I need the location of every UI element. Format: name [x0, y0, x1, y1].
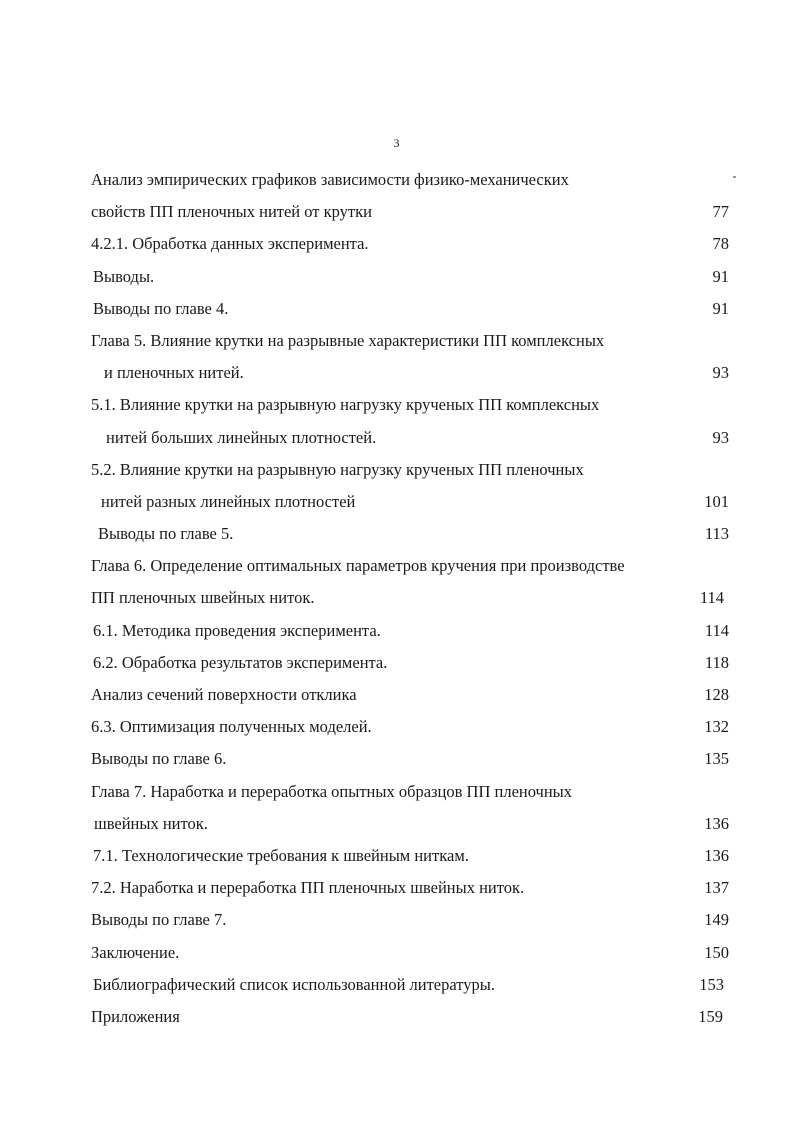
toc-entry-title: Глава 5. Влияние крутки на разрывные характеристики ПП комплексных [91, 330, 605, 350]
toc-entry-page: 91 [712, 266, 729, 286]
toc-entry-title: 6.3. Оптимизация полученных моделей. [91, 717, 372, 737]
toc-entry [0, 969, 793, 1001]
toc-entry-page: 114 [699, 588, 724, 608]
toc-entry [0, 164, 793, 196]
toc-entry-page: 78 [712, 234, 729, 254]
toc-entry [0, 357, 793, 389]
toc-entry [0, 840, 793, 872]
toc-entry [0, 743, 793, 775]
toc-entry-title: Выводы по главе 4. [93, 298, 229, 318]
toc-entry-title: свойств ПП пленочных нитей от крутки [91, 202, 372, 222]
toc-entry-title: Глава 6. Определение оптимальных параметров кручения при производстве [91, 556, 625, 576]
toc-entry-page: 93 [712, 427, 729, 447]
toc-entry-page: 149 [704, 910, 729, 930]
toc-entry-title: 6.1. Методика проведения эксперимента. [93, 620, 381, 640]
toc-entry-page: 159 [698, 1006, 723, 1026]
toc-entry [0, 1001, 793, 1033]
toc-entry-page: 150 [704, 942, 729, 962]
toc-entry-title: 7.1. Технологические требования к швейным ниткам. [93, 845, 469, 865]
toc-entry-page: 118 [704, 652, 729, 672]
toc-entry [0, 937, 793, 969]
toc-entry-title: и пленочных нитей. [104, 363, 244, 383]
toc-entry [0, 196, 793, 228]
toc-entry-title: Выводы. [93, 266, 155, 286]
toc-entry-page: 135 [704, 749, 729, 769]
toc-entry [0, 325, 793, 357]
toc-entry-title: Приложения [91, 1006, 180, 1026]
toc-entry-page: 153 [699, 974, 724, 994]
toc-entry-page: 101 [704, 491, 729, 511]
toc-entry [0, 454, 793, 486]
toc-entry-title: ПП пленочных швейных ниток. [91, 588, 315, 608]
toc-entry-title: швейных ниток. [94, 813, 208, 833]
toc-entry-title: 7.2. Наработка и переработка ПП пленочных швейных ниток. [91, 878, 525, 898]
toc-entry-title: нитей разных линейных плотностей [101, 491, 356, 511]
toc-entry-title: 5.1. Влияние крутки на разрывную нагрузку крученых ПП комплексных [91, 395, 600, 415]
toc-entry-title: Выводы по главе 7. [91, 910, 227, 930]
toc-entry-page: 132 [704, 717, 729, 737]
toc-entry [0, 872, 793, 904]
toc-entry-title: Библиографический список использованной литературы. [93, 974, 495, 994]
toc-entry-page: 136 [704, 845, 729, 865]
toc-entry [0, 711, 793, 743]
toc-entry-title: 5.2. Влияние крутки на разрывную нагрузку крученых ПП пленочных [91, 459, 584, 479]
toc-entry-title: Выводы по главе 5. [98, 524, 234, 544]
toc-entry-title: 6.2. Обработка результатов эксперимента. [93, 652, 388, 672]
toc-entry [0, 582, 793, 614]
toc-entry [0, 776, 793, 808]
toc-entry-title: Анализ эмпирических графиков зависимости физико-механических [91, 170, 569, 189]
toc-entry [0, 904, 793, 936]
toc-entry-title: Анализ сечений поверхности отклика [91, 685, 357, 704]
page-number: 3 [393, 136, 400, 150]
toc-entry-title: Глава 7. Наработка и переработка опытных образцов ПП пленочных [91, 781, 573, 801]
toc-entry-title: нитей больших линейных плотностей. [106, 427, 377, 447]
toc-entry-page: 91 [712, 298, 729, 318]
toc-entry [0, 389, 793, 421]
toc-entry-page: 128 [704, 685, 729, 704]
toc-entry-page: 137 [704, 878, 729, 898]
toc-entry-page: 77 [712, 202, 729, 222]
toc-entry [0, 647, 793, 679]
table-of-contents [0, 164, 793, 1033]
toc-entry-title: Выводы по главе 6. [91, 749, 227, 769]
toc-entry [0, 293, 793, 325]
toc-entry [0, 422, 793, 454]
toc-entry-page: 93 [712, 363, 729, 383]
toc-entry-page: 113 [704, 524, 729, 544]
toc-entry-title: Заключение. [91, 942, 180, 962]
toc-entry-page: 136 [704, 813, 729, 833]
toc-entry [0, 518, 793, 550]
toc-entry [0, 261, 793, 293]
toc-entry-title: 4.2.1. Обработка данных эксперимента. [91, 234, 369, 254]
toc-entry [0, 228, 793, 260]
toc-entry-page: 114 [704, 620, 729, 640]
toc-entry [0, 550, 793, 582]
toc-entry [0, 679, 793, 711]
toc-entry [0, 615, 793, 647]
toc-entry [0, 486, 793, 518]
toc-entry [0, 808, 793, 840]
